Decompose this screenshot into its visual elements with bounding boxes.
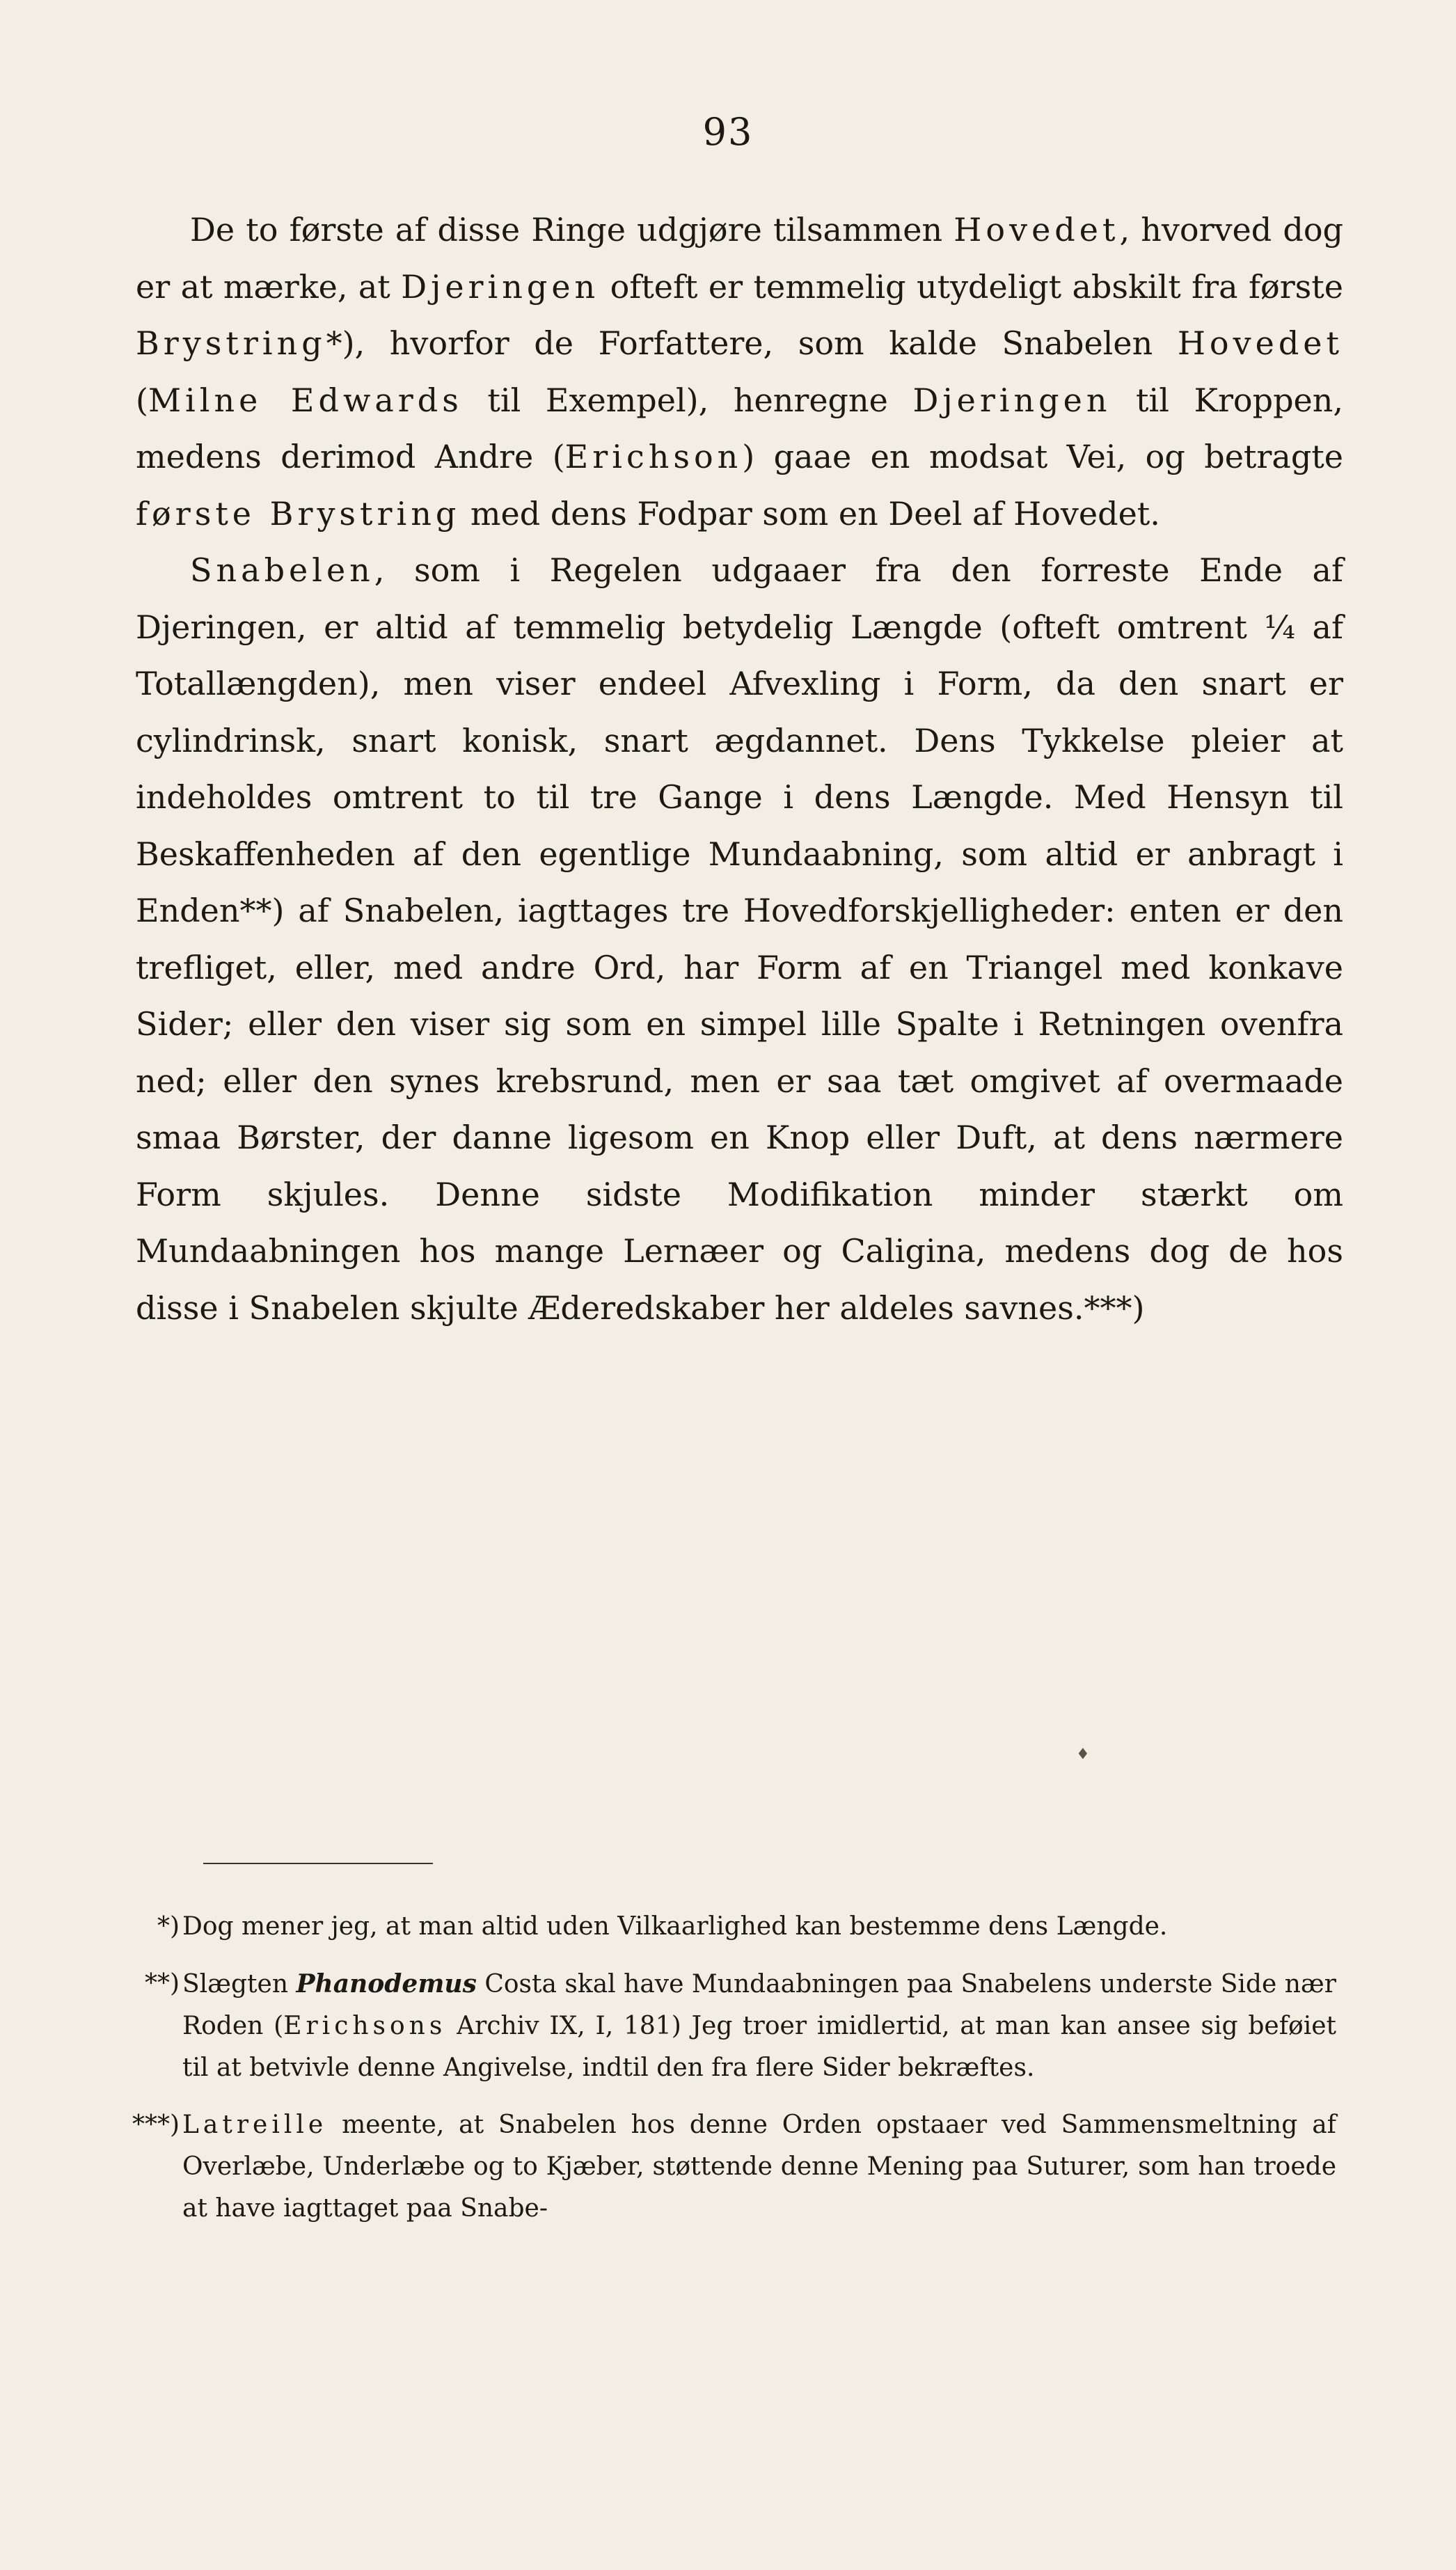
text-run: ) gaae en modsat Vei, og betragte	[742, 438, 1343, 475]
text-run: meente, at Snabelen hos denne Orden opstaaer ved Sammensmeltning af Overlæbe, Underlæbe og to Kjæber, støttende denne Mening paa Suturer, som han troede at have iagttaget paa Snabe-	[182, 2111, 1336, 2223]
text-run: til Kroppen, medens derimod Andre (	[136, 381, 1343, 475]
spaced-term: Hovedet	[953, 211, 1120, 249]
text-run: *), hvorfor de Forfattere, som kalde Snabelen	[326, 324, 1178, 362]
spaced-term: Djeringen	[912, 381, 1111, 419]
footnote	[104, 1906, 1336, 1948]
footnote-text	[182, 2111, 1336, 2223]
spaced-term: Erichson	[564, 438, 743, 475]
spaced-term: Djeringen	[401, 267, 600, 306]
text-run: ofteft er temmelig utydeligt abskilt fra første	[599, 267, 1343, 306]
text-run: , hvorved dog er at mærke, at	[136, 211, 1344, 306]
paragraph	[136, 202, 1343, 542]
spaced-term: Latreille	[182, 2111, 328, 2139]
paragraph	[136, 542, 1343, 1337]
text-run: Costa	[476, 1970, 557, 1999]
footnote-text	[182, 1970, 1336, 2082]
footnote-mark: **)	[144, 1969, 180, 1998]
footnote-mark: *)	[157, 1912, 180, 1941]
footnotes	[104, 1906, 1336, 2245]
spaced-term: Snabelen	[190, 551, 374, 589]
body-text	[136, 202, 1343, 1337]
text-run: Caligina	[841, 1232, 976, 1270]
spaced-term: Hovedet	[1177, 324, 1343, 362]
spaced-term: Brystring	[136, 324, 326, 362]
ornament-mark: ♦	[1076, 1746, 1090, 1763]
spaced-term: Milne Edwards	[148, 381, 463, 419]
text-run: (	[136, 381, 148, 419]
text-run: , medens dog de hos disse i Snabelen skjulte Æderedskaber her aldeles savnes.***)	[136, 1232, 1343, 1327]
spaced-term: første Brystring	[136, 494, 461, 533]
text-run: ) Jeg troer imidlertid, at man kan ansee sig beføiet til at betvivle denne Angivelse, indtil den fra flere Sider bekræftes.	[182, 2012, 1337, 2082]
text-run: Archiv	[446, 2012, 550, 2040]
spaced-term: Erichsons	[283, 2012, 447, 2040]
text-run: til Exempel), henregne	[462, 381, 913, 419]
italic-term: Phanodemus	[296, 1969, 477, 1999]
footnote	[104, 2104, 1336, 2230]
footnote-text	[182, 1912, 1167, 1941]
text-run: Dog mener jeg, at man altid uden Vilkaarlighed kan bestemme dens Længde.	[182, 1912, 1168, 1941]
footnote-separator-rule	[203, 1863, 433, 1864]
text-run: IX, I, 181	[549, 2012, 672, 2040]
text-run: De to første af disse Ringe udgjøre tilsammen	[190, 211, 954, 249]
footnote-mark: ***)	[132, 2111, 180, 2139]
text-run: , som i Regelen udgaaer fra den forreste Ende af Djeringen, er altid af temmelig betydelig Længde (ofteft omtrent ¼ af Totallængden), men viser endeel Afvexling i Form, da den snart er cylindrinsk, snart konisk, snart ægdannet. Dens Tykkelse pleier at indeholdes omtrent to til tre Gange i dens Længde. Med Hensyn til Beskaffenheden af den egentlige Mundaabning, som altid er anbragt i Enden**) af Snabelen, iagttages tre Hovedforskjelligheder: enten er den trefliget, eller, med andre Ord, har Form af en Triangel med konkave Sider; eller den viser sig som en simpel lille Spalte i Retningen ovenfra ned; eller den synes krebsrund, men er saa tæt omgivet af overmaade smaa Børster, der danne ligesom en Knop eller Duft, at dens nærmere Form skjules. Denne sidste Modifikation minder stærkt om Mundaabningen hos mange Lernæer og	[136, 551, 1343, 1270]
page-number: 93	[702, 110, 754, 154]
text-run: med dens Fodpar som en Deel af Hovedet.	[460, 494, 1160, 533]
footnote	[104, 1963, 1336, 2089]
text-run: skal have Mundaabningen paa Snabelens underste Side nær Roden (	[182, 1970, 1336, 2040]
text-run: Slægten	[182, 1970, 296, 1999]
